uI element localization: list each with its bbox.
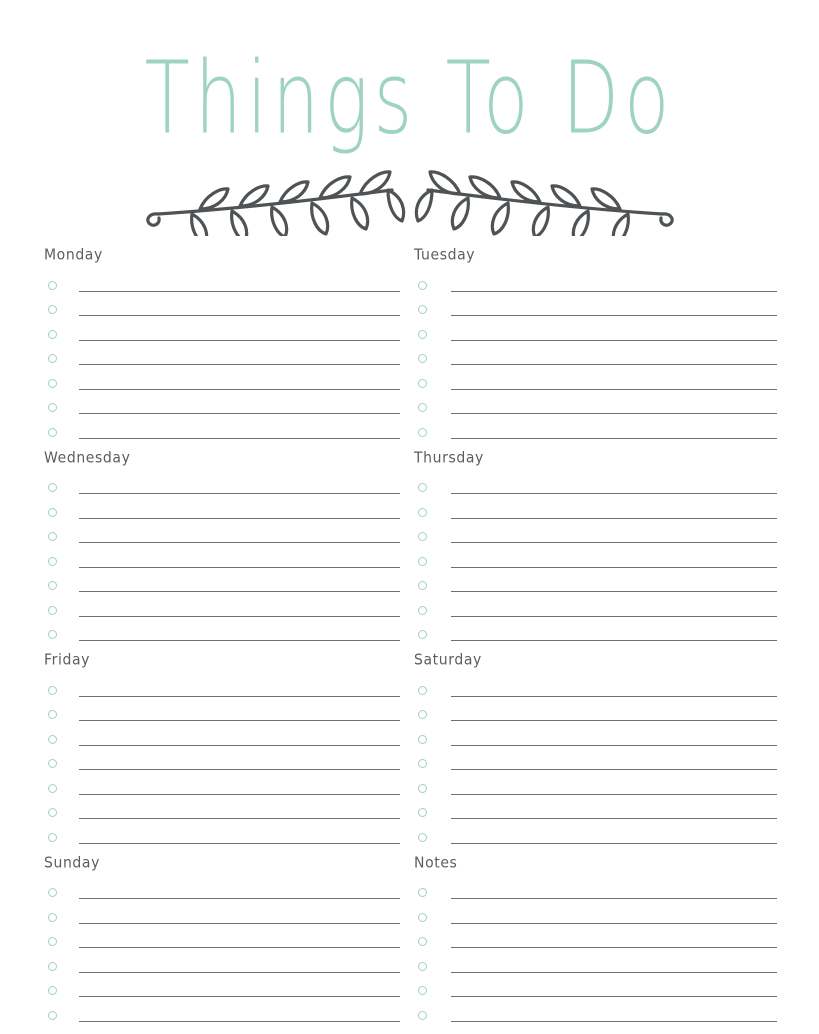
checkbox-circle-icon[interactable] <box>418 606 427 615</box>
task-list <box>412 273 777 445</box>
writing-line[interactable] <box>451 794 777 795</box>
page-title: Things To Do <box>144 40 675 157</box>
writing-line[interactable] <box>451 972 777 973</box>
task-list <box>412 678 777 850</box>
checkbox-circle-icon[interactable] <box>48 403 57 412</box>
task-list <box>42 476 400 648</box>
task-row[interactable] <box>42 905 400 930</box>
task-row[interactable] <box>42 273 400 298</box>
checkbox-circle-icon[interactable] <box>48 606 57 615</box>
task-row[interactable] <box>42 574 400 599</box>
section-title: Notes <box>414 854 458 872</box>
writing-line[interactable] <box>79 542 400 543</box>
checkbox-circle-icon[interactable] <box>418 508 427 517</box>
task-row[interactable] <box>42 396 400 421</box>
writing-line[interactable] <box>79 291 400 292</box>
writing-line[interactable] <box>451 616 777 617</box>
task-row[interactable] <box>42 549 400 574</box>
writing-line[interactable] <box>451 720 777 721</box>
checkbox-circle-icon[interactable] <box>48 833 57 842</box>
writing-line[interactable] <box>451 818 777 819</box>
task-row[interactable] <box>42 322 400 347</box>
checkbox-circle-icon[interactable] <box>418 784 427 793</box>
checkbox-circle-icon[interactable] <box>48 808 57 817</box>
writing-line[interactable] <box>79 1021 400 1022</box>
writing-line[interactable] <box>79 923 400 924</box>
writing-line[interactable] <box>451 898 777 899</box>
task-row[interactable] <box>412 954 777 979</box>
checkbox-circle-icon[interactable] <box>48 1011 57 1020</box>
task-row[interactable] <box>412 598 777 623</box>
checkbox-circle-icon[interactable] <box>418 808 427 817</box>
writing-line[interactable] <box>79 696 400 697</box>
section-tuesday <box>412 248 777 445</box>
checkbox-circle-icon[interactable] <box>418 986 427 995</box>
task-list <box>412 881 777 1028</box>
writing-line[interactable] <box>79 769 400 770</box>
section-monday <box>42 248 400 445</box>
task-row[interactable] <box>412 549 777 574</box>
checkbox-circle-icon[interactable] <box>418 581 427 590</box>
task-row[interactable] <box>412 574 777 599</box>
writing-line[interactable] <box>79 315 400 316</box>
writing-line[interactable] <box>79 340 400 341</box>
checkbox-circle-icon[interactable] <box>48 330 57 339</box>
task-row[interactable] <box>42 420 400 445</box>
section-title: Monday <box>44 246 103 264</box>
sections-grid <box>42 248 777 1034</box>
section-title: Thursday <box>414 449 484 467</box>
checkbox-circle-icon[interactable] <box>418 354 427 363</box>
checkbox-circle-icon[interactable] <box>418 686 427 695</box>
writing-line[interactable] <box>451 1021 777 1022</box>
task-list <box>412 476 777 648</box>
writing-line[interactable] <box>451 340 777 341</box>
checkbox-circle-icon[interactable] <box>418 403 427 412</box>
writing-line[interactable] <box>79 413 400 414</box>
checkbox-circle-icon[interactable] <box>48 532 57 541</box>
checkbox-circle-icon[interactable] <box>48 888 57 897</box>
writing-line[interactable] <box>451 640 777 641</box>
writing-line[interactable] <box>79 898 400 899</box>
task-row[interactable] <box>412 979 777 1004</box>
task-row[interactable] <box>412 703 777 728</box>
checkbox-circle-icon[interactable] <box>48 581 57 590</box>
checkbox-circle-icon[interactable] <box>418 305 427 314</box>
writing-line[interactable] <box>79 947 400 948</box>
checkbox-circle-icon[interactable] <box>418 937 427 946</box>
section-title: Friday <box>44 651 91 669</box>
task-row[interactable] <box>42 598 400 623</box>
task-row[interactable] <box>412 298 777 323</box>
checkbox-circle-icon[interactable] <box>48 305 57 314</box>
checkbox-circle-icon[interactable] <box>48 379 57 388</box>
task-row[interactable] <box>42 678 400 703</box>
task-row[interactable] <box>42 476 400 501</box>
checkbox-circle-icon[interactable] <box>418 379 427 388</box>
task-row[interactable] <box>412 930 777 955</box>
task-row[interactable] <box>42 825 400 850</box>
writing-line[interactable] <box>451 493 777 494</box>
task-row[interactable] <box>412 273 777 298</box>
checkbox-circle-icon[interactable] <box>48 354 57 363</box>
checkbox-circle-icon[interactable] <box>48 735 57 744</box>
section-sunday <box>42 856 400 1028</box>
writing-line[interactable] <box>451 769 777 770</box>
task-row[interactable] <box>42 371 400 396</box>
task-row[interactable] <box>42 801 400 826</box>
task-row[interactable] <box>412 525 777 550</box>
writing-line[interactable] <box>79 518 400 519</box>
checkbox-circle-icon[interactable] <box>48 962 57 971</box>
task-row[interactable] <box>412 801 777 826</box>
task-list <box>42 678 400 850</box>
checkbox-circle-icon[interactable] <box>48 937 57 946</box>
section-title: Tuesday <box>414 246 476 264</box>
task-list <box>42 881 400 1028</box>
checkbox-circle-icon[interactable] <box>48 686 57 695</box>
writing-line[interactable] <box>451 518 777 519</box>
task-list <box>42 273 400 445</box>
task-row[interactable] <box>42 727 400 752</box>
checkbox-circle-icon[interactable] <box>48 784 57 793</box>
checkbox-circle-icon[interactable] <box>418 483 427 492</box>
checkbox-circle-icon[interactable] <box>418 759 427 768</box>
checkbox-circle-icon[interactable] <box>418 710 427 719</box>
task-row[interactable] <box>412 322 777 347</box>
checkbox-circle-icon[interactable] <box>418 557 427 566</box>
checkbox-circle-icon[interactable] <box>48 428 57 437</box>
writing-line[interactable] <box>79 818 400 819</box>
checkbox-circle-icon[interactable] <box>418 428 427 437</box>
writing-line[interactable] <box>451 996 777 997</box>
checkbox-circle-icon[interactable] <box>418 532 427 541</box>
writing-line[interactable] <box>451 413 777 414</box>
section-thursday <box>412 451 777 648</box>
checkbox-circle-icon[interactable] <box>418 913 427 922</box>
task-row[interactable] <box>42 703 400 728</box>
checkbox-circle-icon[interactable] <box>48 913 57 922</box>
writing-line[interactable] <box>79 972 400 973</box>
writing-line[interactable] <box>79 616 400 617</box>
section-title: Saturday <box>414 651 482 669</box>
task-row[interactable] <box>412 420 777 445</box>
task-row[interactable] <box>412 476 777 501</box>
checkbox-circle-icon[interactable] <box>48 710 57 719</box>
checkbox-circle-icon[interactable] <box>48 281 57 290</box>
section-saturday <box>412 653 777 850</box>
writing-line[interactable] <box>451 389 777 390</box>
section-title: Wednesday <box>44 449 131 467</box>
task-row[interactable] <box>42 752 400 777</box>
task-row[interactable] <box>42 881 400 906</box>
checkbox-circle-icon[interactable] <box>418 1011 427 1020</box>
task-row[interactable] <box>42 525 400 550</box>
writing-line[interactable] <box>79 640 400 641</box>
task-row[interactable] <box>412 623 777 648</box>
writing-line[interactable] <box>79 364 400 365</box>
checkbox-circle-icon[interactable] <box>418 888 427 897</box>
writing-line[interactable] <box>451 696 777 697</box>
task-row[interactable] <box>42 776 400 801</box>
writing-line[interactable] <box>451 843 777 844</box>
checkbox-circle-icon[interactable] <box>48 759 57 768</box>
leafy-branch-divider-icon <box>140 166 680 236</box>
writing-line[interactable] <box>79 591 400 592</box>
task-row[interactable] <box>412 905 777 930</box>
task-row[interactable] <box>412 678 777 703</box>
writing-line[interactable] <box>451 947 777 948</box>
writing-line[interactable] <box>451 291 777 292</box>
checkbox-circle-icon[interactable] <box>418 630 427 639</box>
checkbox-circle-icon[interactable] <box>418 833 427 842</box>
writing-line[interactable] <box>451 542 777 543</box>
writing-line[interactable] <box>451 591 777 592</box>
task-row[interactable] <box>42 979 400 1004</box>
writing-line[interactable] <box>451 923 777 924</box>
task-row[interactable] <box>412 881 777 906</box>
writing-line[interactable] <box>79 493 400 494</box>
writing-line[interactable] <box>451 567 777 568</box>
writing-line[interactable] <box>79 794 400 795</box>
checkbox-circle-icon[interactable] <box>418 281 427 290</box>
checkbox-circle-icon[interactable] <box>48 630 57 639</box>
writing-line[interactable] <box>79 567 400 568</box>
checkbox-circle-icon[interactable] <box>418 735 427 744</box>
writing-line[interactable] <box>451 745 777 746</box>
section-title: Sunday <box>44 854 100 872</box>
writing-line[interactable] <box>79 996 400 997</box>
section-notes <box>412 856 777 1028</box>
writing-line[interactable] <box>79 720 400 721</box>
checkbox-circle-icon[interactable] <box>418 962 427 971</box>
section-wednesday <box>42 451 400 648</box>
task-row[interactable] <box>412 396 777 421</box>
writing-line[interactable] <box>79 843 400 844</box>
task-row[interactable] <box>412 752 777 777</box>
task-row[interactable] <box>42 954 400 979</box>
checkbox-circle-icon[interactable] <box>48 483 57 492</box>
task-row[interactable] <box>412 347 777 372</box>
writing-line[interactable] <box>79 389 400 390</box>
writing-line[interactable] <box>79 745 400 746</box>
task-row[interactable] <box>412 371 777 396</box>
task-row[interactable] <box>412 776 777 801</box>
task-row[interactable] <box>412 500 777 525</box>
writing-line[interactable] <box>79 438 400 439</box>
checkbox-circle-icon[interactable] <box>48 508 57 517</box>
task-row[interactable] <box>412 727 777 752</box>
task-row[interactable] <box>42 347 400 372</box>
task-row[interactable] <box>42 500 400 525</box>
checkbox-circle-icon[interactable] <box>48 986 57 995</box>
section-friday <box>42 653 400 850</box>
checkbox-circle-icon[interactable] <box>418 330 427 339</box>
task-row[interactable] <box>412 825 777 850</box>
writing-line[interactable] <box>451 364 777 365</box>
checkbox-circle-icon[interactable] <box>48 557 57 566</box>
task-row[interactable] <box>42 930 400 955</box>
writing-line[interactable] <box>451 438 777 439</box>
writing-line[interactable] <box>451 315 777 316</box>
task-row[interactable] <box>42 298 400 323</box>
task-row[interactable] <box>42 623 400 648</box>
